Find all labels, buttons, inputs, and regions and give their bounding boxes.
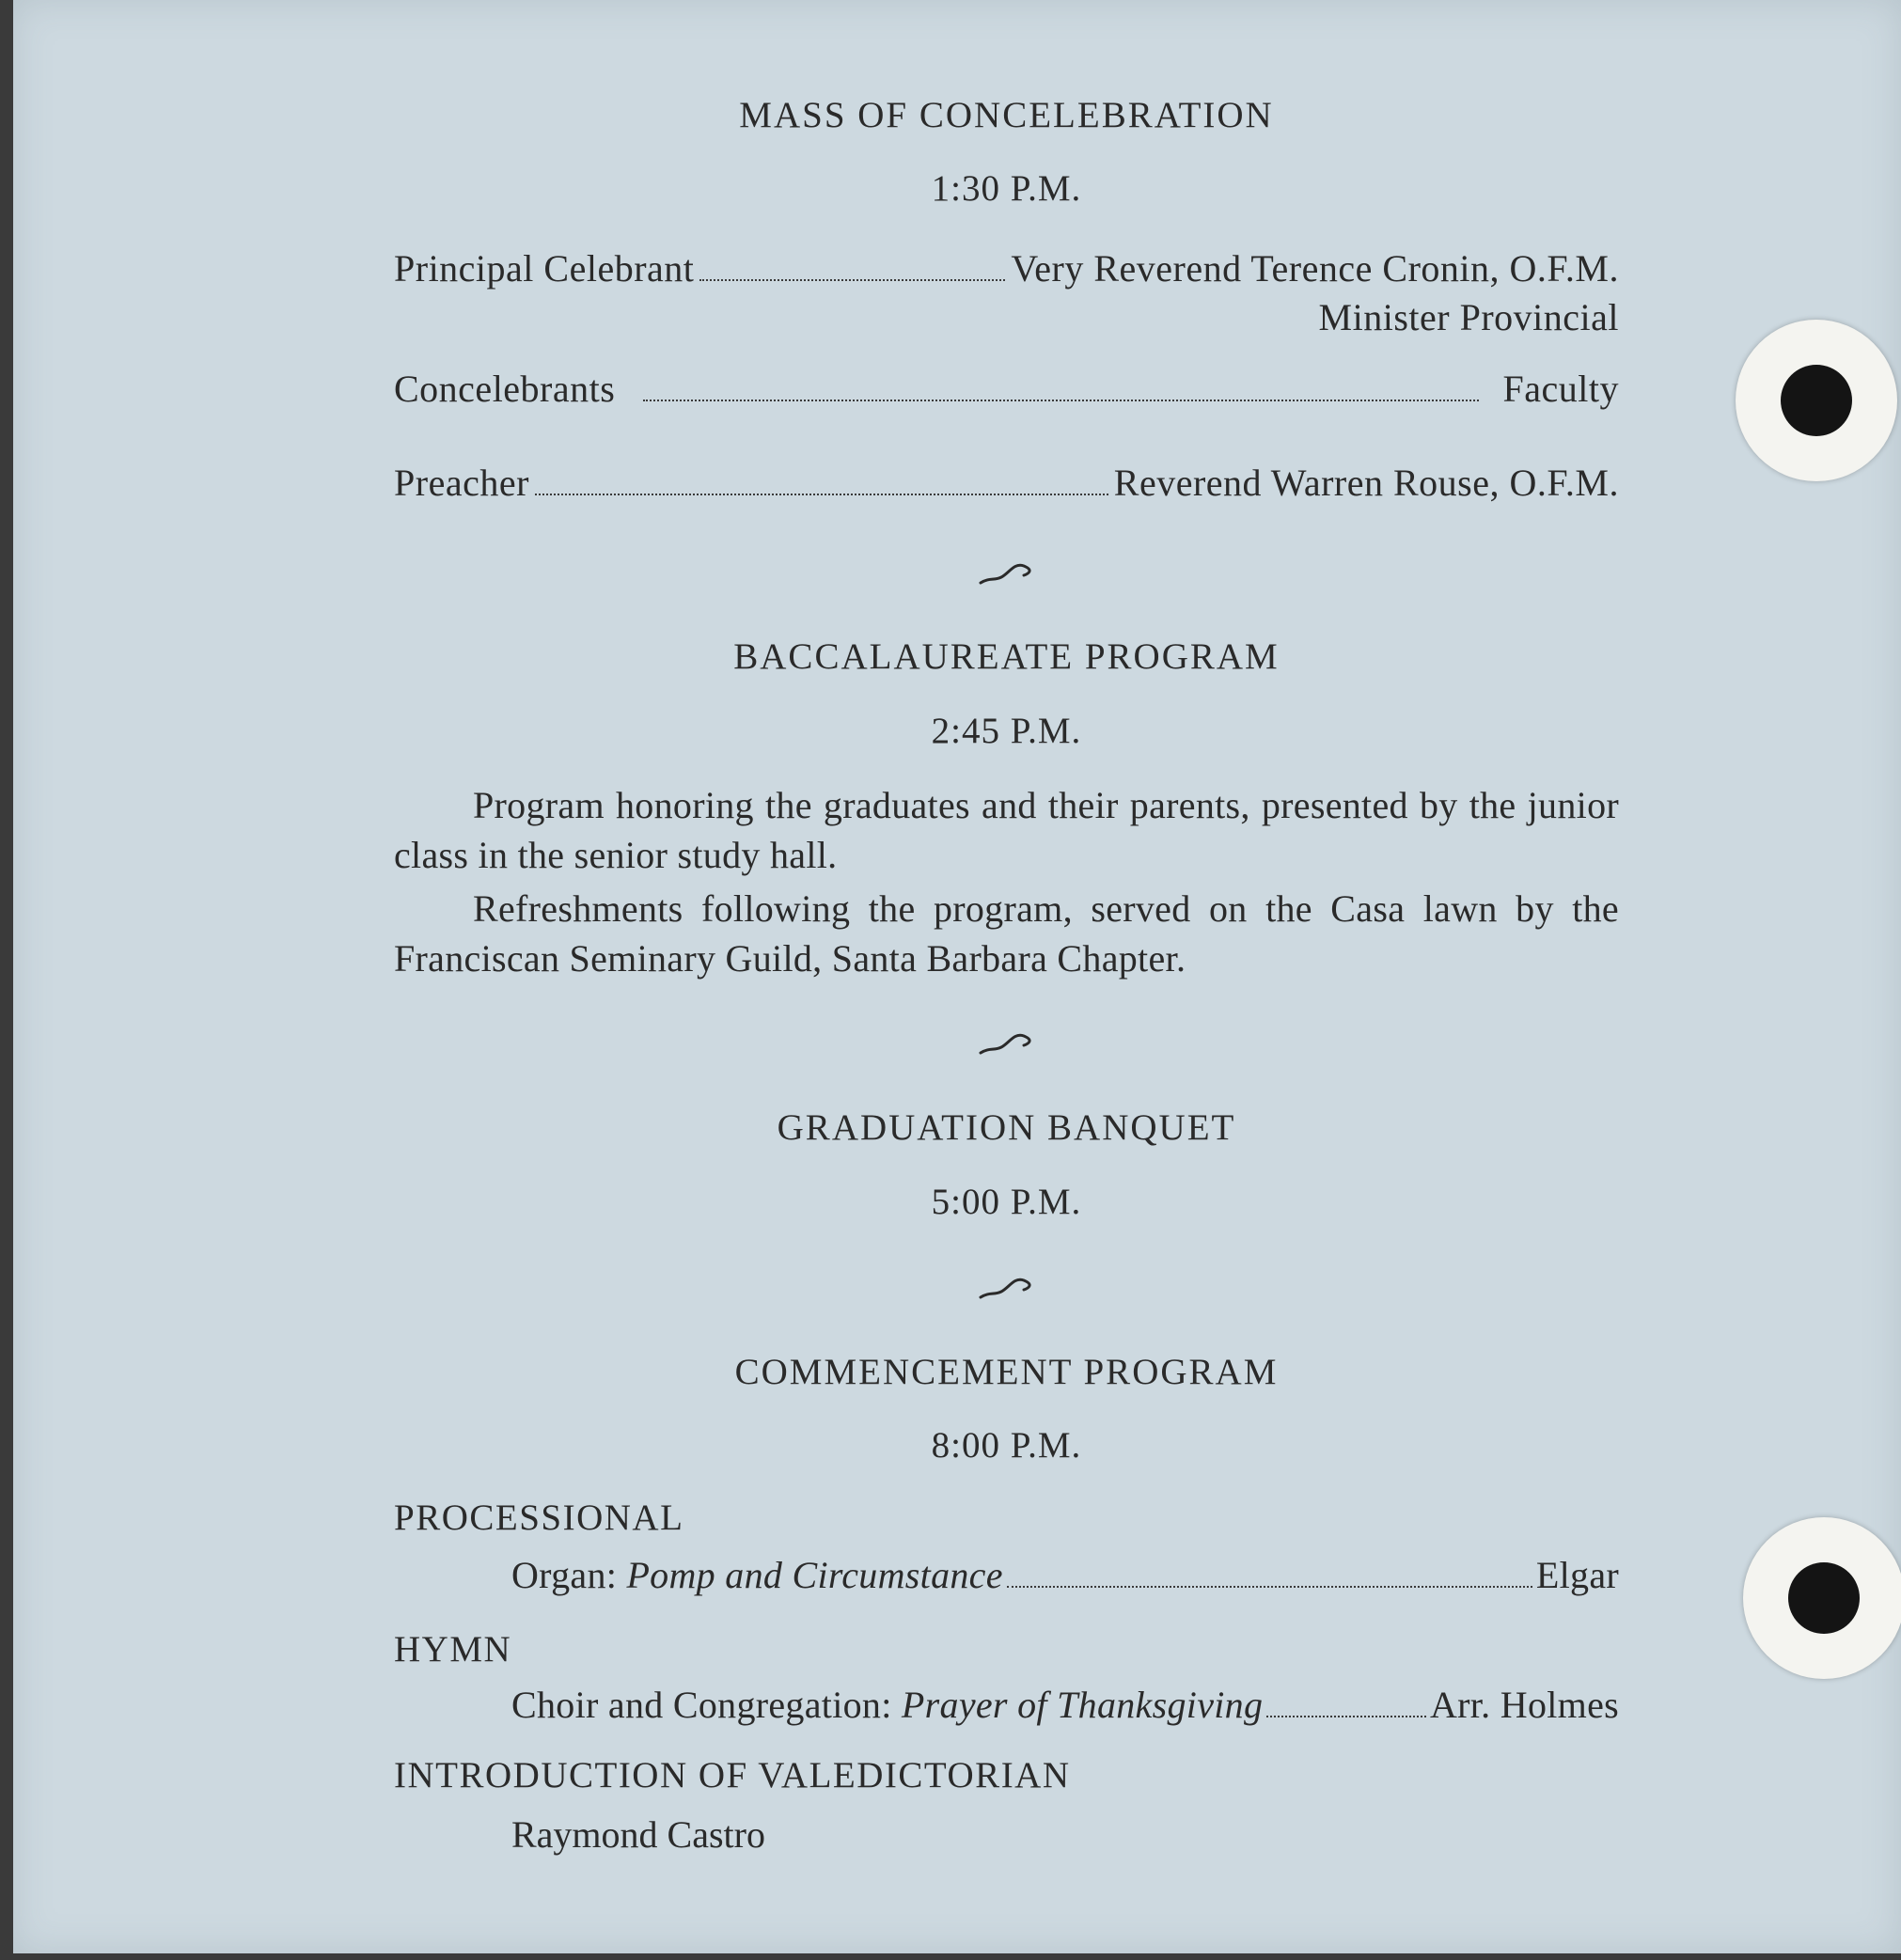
principal-celebrant-value: Very Reverend Terence Cronin, O.F.M. [1011, 247, 1619, 290]
binder-hole-reinforcement [1736, 320, 1897, 481]
punch-hole [1781, 365, 1852, 436]
punch-hole [1788, 1562, 1860, 1634]
concelebrants-label: Concelebrants [394, 368, 616, 410]
swash-ornament-icon [977, 1275, 1033, 1303]
concelebrants-row [394, 367, 1619, 411]
valedictorian-label: INTRODUCTION OF VALEDICTORIAN [394, 1755, 1071, 1795]
processional-label: PROCESSIONAL [394, 1497, 684, 1538]
baccalaureate-paragraph-1: Program honoring the graduates and their parents, presented by the junior class in the senior study hall. [394, 784, 1619, 876]
leader-dots [1007, 1586, 1532, 1588]
leader-dots [1266, 1716, 1426, 1717]
principal-celebrant-label: Principal Celebrant [394, 247, 695, 290]
baccalaureate-paragraph-2: Refreshments following the program, served on the Casa lawn by the Franciscan Seminary Guild, Santa Barbara Chapter. [394, 887, 1619, 980]
commencement-heading: COMMENCEMENT PROGRAM [734, 1352, 1279, 1392]
baccalaureate-time: 2:45 P.M. [931, 711, 1082, 751]
mass-time: 1:30 P.M. [931, 168, 1082, 209]
concelebrants-value: Faculty [1502, 368, 1619, 410]
preacher-row [394, 461, 1619, 505]
hymn-title: Prayer of Thanksgiving [901, 1684, 1264, 1726]
processional-row [511, 1553, 1619, 1597]
valedictorian-name: Raymond Castro [511, 1813, 765, 1856]
page-bottom-edge [0, 1953, 1901, 1960]
processional-prefix: Organ: [511, 1554, 627, 1596]
banquet-heading: GRADUATION BANQUET [777, 1107, 1236, 1148]
binder-hole-reinforcement [1743, 1517, 1901, 1679]
preacher-label: Preacher [394, 462, 529, 504]
preacher-value: Reverend Warren Rouse, O.F.M. [1113, 462, 1619, 504]
leader-dots [643, 400, 1478, 401]
mass-heading: MASS OF CONCELEBRATION [739, 95, 1274, 135]
leader-dots [699, 279, 1005, 281]
hymn-row [511, 1683, 1619, 1727]
leader-dots [535, 494, 1108, 495]
processional-title: Pomp and Circumstance [626, 1554, 1003, 1596]
baccalaureate-heading: BACCALAUREATE PROGRAM [733, 636, 1280, 677]
swash-ornament-icon [977, 560, 1033, 588]
banquet-time: 5:00 P.M. [931, 1182, 1082, 1222]
hymn-prefix: Choir and Congregation: [511, 1684, 902, 1726]
processional-composer: Elgar [1535, 1554, 1619, 1596]
page-left-edge [0, 0, 13, 1960]
hymn-composer: Arr. Holmes [1429, 1684, 1619, 1726]
program-page [13, 0, 1901, 1953]
hymn-label: HYMN [394, 1629, 512, 1670]
swash-ornament-icon [977, 1030, 1033, 1058]
commencement-time: 8:00 P.M. [931, 1425, 1082, 1466]
principal-celebrant-row [394, 246, 1619, 290]
principal-celebrant-title: Minister Provincial [1318, 296, 1619, 338]
